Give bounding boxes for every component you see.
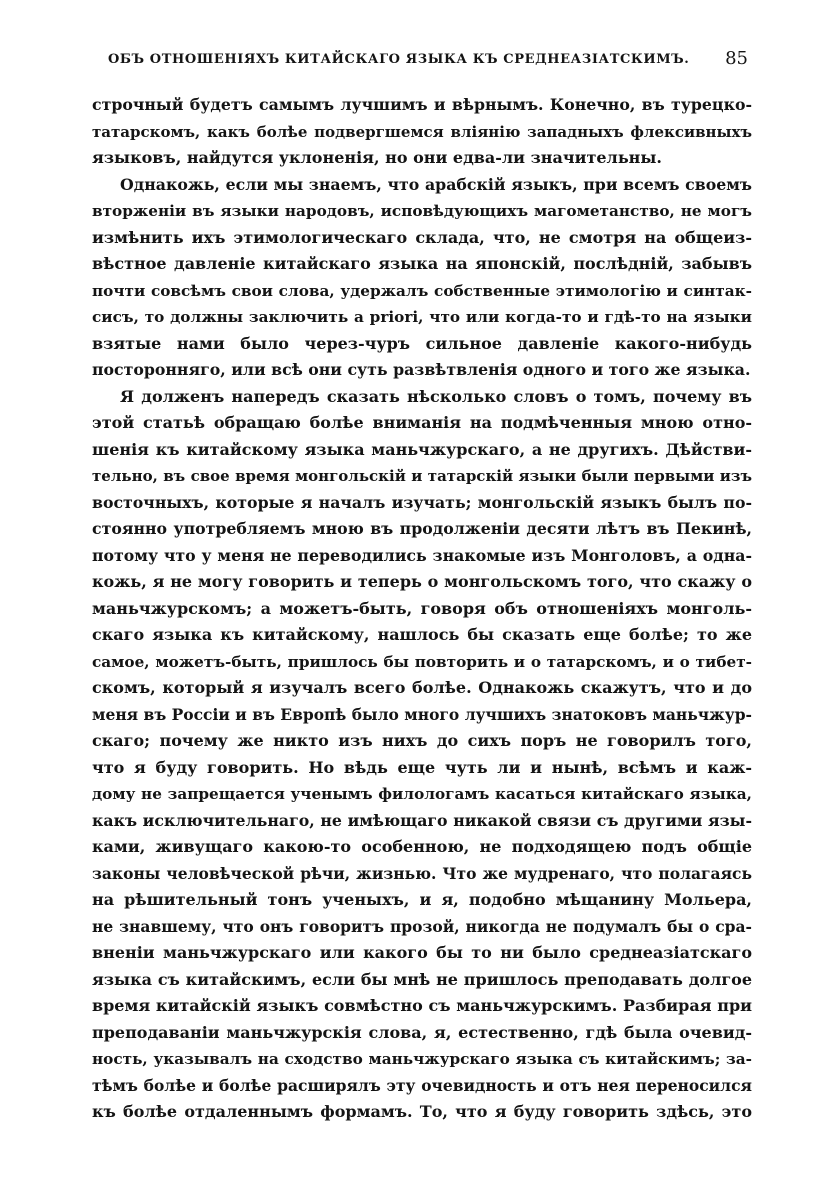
text-line: скаго языка къ китайскому, нашлось бы сказать еще болѣе; то же bbox=[92, 625, 752, 644]
text-line: что я буду говорить. Но вѣдь еще чуть ли и нынѣ, всѣмъ и каж- bbox=[92, 757, 752, 777]
text-line: кожь, я не могу говорить и теперь о монгольскомъ того, что скажу о bbox=[92, 572, 752, 591]
running-header bbox=[108, 48, 748, 76]
page-number: 85 bbox=[725, 48, 748, 69]
text-line: потому что у меня не переводились знакомые изъ Монголовъ, а одна- bbox=[92, 545, 752, 565]
text-line: шенія къ китайскому языка маньчжурскаго, а не другихъ. Дѣйстви- bbox=[92, 439, 752, 459]
text-line: самое, можетъ-быть, пришлось бы повторить и о татарскомъ, и о тибет- bbox=[92, 652, 752, 671]
text-line: Однакожь, если мы знаемъ, что арабскій языкъ, при всемъ своемъ bbox=[120, 174, 752, 194]
text-line: тельно, въ свое время монгольскій и татарскій языки были первыми изъ bbox=[92, 467, 752, 485]
body-text bbox=[92, 92, 752, 1126]
text-line: дому не запрещается ученымъ филологамъ касаться китайскаго языка, bbox=[92, 785, 752, 803]
text-line: ность, указывалъ на сходство маньчжурскаго языка съ китайскимъ; за- bbox=[92, 1050, 752, 1068]
text-line: татарскомъ, какъ болѣе подвергшемся вліянію западныхъ флексивныхъ bbox=[92, 122, 752, 141]
text-line: маньчжурскомъ; а можетъ-быть, говоря объ отношеніяхъ монголь- bbox=[92, 598, 752, 618]
text-line: скомъ, который я изучалъ всего болѣе. Однакожь скажутъ, что и до bbox=[92, 678, 752, 697]
text-line: Я долженъ напередъ сказать нѣсколько словъ о томъ, почему въ bbox=[120, 386, 752, 406]
text-line: языка съ китайскимъ, если бы мнѣ не пришлось преподавать долгое bbox=[92, 969, 752, 989]
text-line: стоянно употребляемъ мною въ продолженіи десяти лѣтъ въ Пекинѣ, bbox=[92, 519, 752, 538]
text-line: время китайскій языкъ совмѣстно съ маньчжурскимъ. Разбирая при bbox=[92, 996, 752, 1015]
text-line: измѣнить ихъ этимологическаго склада, что, не смотря на общеиз- bbox=[92, 227, 752, 247]
text-line: строчный будетъ самымъ лучшимъ и вѣрнымъ. Конечно, въ турецко- bbox=[92, 95, 752, 114]
text-line: какъ исключительнаго, не имѣющаго никакой связи съ другими язы- bbox=[92, 810, 752, 830]
text-line: меня въ Россіи и въ Европѣ было много лучшихъ знатоковъ маньчжур- bbox=[92, 704, 752, 724]
text-line: посторонняго, или всѣ они суть развѣтвленія одного и того же языка. bbox=[92, 360, 751, 379]
text-line: сисъ, то должны заключить a priori, что или когда-то и гдѣ-то на языки bbox=[92, 308, 752, 326]
text-line: на рѣшительный тонъ ученыхъ, и я, подобно мѣщанину Мольера, bbox=[92, 890, 752, 909]
text-line: скаго; почему же никто изъ нихъ до сихъ поръ не говорилъ того, bbox=[92, 731, 752, 750]
text-line: преподаваніи маньчжурскія слова, я, естественно, гдѣ была очевид- bbox=[92, 1022, 752, 1042]
text-line: вненіи маньчжурскаго или какого бы то ни было среднеазіатскаго bbox=[92, 943, 752, 962]
text-line: не знавшему, что онъ говоритъ прозой, никогда не подумалъ бы о сра- bbox=[92, 916, 752, 936]
text-line: тѣмъ болѣе и болѣе расширялъ эту очевидность и отъ нея переносился bbox=[92, 1075, 752, 1095]
text-line: законы человѣческой рѣчи, жизнью. Что же мудренаго, что полагаясь bbox=[92, 863, 752, 883]
text-line: языковъ, найдутся уклоненія, но они едва-ли значительны. bbox=[92, 148, 662, 167]
text-line: къ болѣе отдаленнымъ формамъ. То, что я буду говорить здѣсь, это bbox=[92, 1102, 752, 1121]
text-line: этой статьѣ обращаю болѣе вниманія на подмѣченныя мною отно- bbox=[92, 413, 752, 432]
running-title: ОБЪ ОТНОШЕНІЯХЪ КИТАЙСКАГО ЯЗЫКА КЪ СРЕДНЕАЗІАТСКИМЪ. bbox=[108, 52, 690, 67]
text-line: почти совсѣмъ свои слова, удержалъ собственные этимологію и синтак- bbox=[92, 281, 752, 300]
text-line: взятые нами было через-чуръ сильное давленіе какого-нибудь bbox=[92, 333, 752, 353]
text-line: восточныхъ, которые я началъ изучать; монгольскій языкъ былъ по- bbox=[92, 492, 752, 512]
text-line: ками, живущаго какою-то особенною, не подходящею подъ общіе bbox=[92, 837, 752, 856]
text-line: вторженіи въ языки народовъ, исповѣдующихъ магометанство, не могъ bbox=[92, 202, 752, 220]
text-line: вѣстное давленіе китайскаго языка на японскій, послѣдній, забывъ bbox=[92, 254, 752, 273]
